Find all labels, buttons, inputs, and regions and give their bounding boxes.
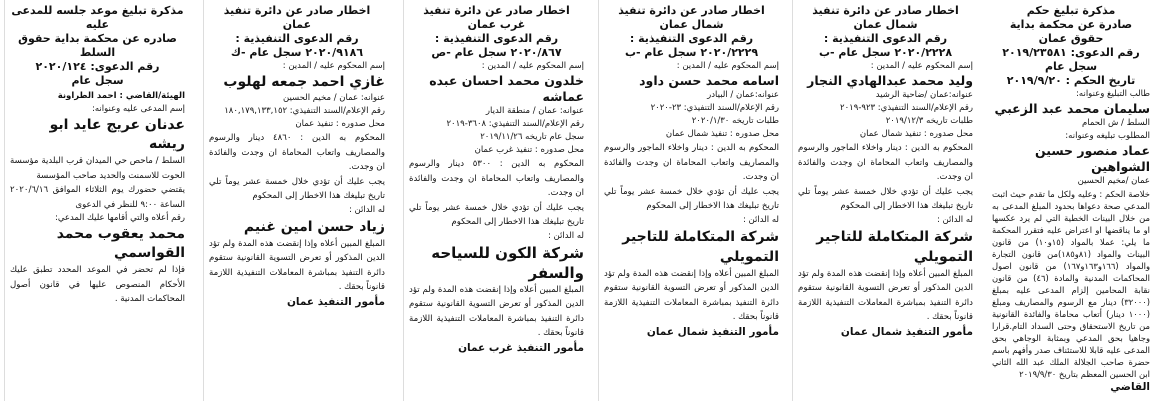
creditor-label: له الدائن : (348, 204, 385, 215)
notice-signature: مأمور التنفيذ شمال عمان (840, 325, 973, 338)
creditor-label: له الدائن : (547, 230, 584, 241)
case-label: رقم الدعوى التنفيذية : (235, 32, 359, 45)
notice-court: صادره عن محكمة بداية حقوق السلط (18, 32, 177, 59)
id-line: رقم الإعلام/السند التنفيذي: ٢٣-٢٠٢٠ (650, 103, 779, 113)
case-type: سجل عام (71, 74, 124, 87)
notice-signature: مأمور التنفيذ عمان (286, 295, 385, 308)
creditor-name: شركة الكون للسياحه والسفر (431, 243, 584, 282)
case-label: رقم الدعوى التنفيذية : (823, 32, 948, 45)
defendant-label: إسم المدعى عليه وعنوانه: (91, 104, 185, 114)
requester-label: طالب التبليغ وعنوانه: (1076, 89, 1150, 99)
target-address: عمان /مخيم الحسين (1077, 176, 1150, 186)
notice-column-north-amman-a (598, 0, 784, 401)
registration-date: طلبات تاريخه ٢٠١٩/١٢/٣ (885, 116, 973, 126)
case-label: رقم الدعوى التنفيذية : (434, 32, 559, 45)
notice-signature: مأمور التنفيذ غرب عمان (458, 341, 584, 354)
notice-column-amman (203, 0, 390, 401)
notice-title-region: شمال عمان (659, 18, 724, 31)
notice-body: المبلغ المبين أعلاه وإذا إنقضت هذه المدة ولم تؤد الدين المذكور أو تعرض التسوية القانونية ستقوم دائرة التنفيذ بمباشرة المعاملات التنفيذية اللازمة قانوناً بحقك . (798, 268, 973, 322)
creditor-name: زياد حسن امين غنيم (243, 218, 385, 235)
judgment-date: تاريخ الحكم : ٢٠١٩/٩/٢٠ (1006, 74, 1136, 87)
case-number: ٢٠٢٠/٨٦٧ سجل عام -ص (431, 46, 562, 59)
target-label: المطلوب تبليغه وعنوانه: (1065, 131, 1150, 141)
amount-text: المحكوم به الدين : دينار واخلاء الماجور والرسوم والمصاريف واتعاب المحاماة ان وجدت والفائدة ان وجدت. (798, 143, 973, 182)
case-number: ٢٠٢٠/٢٢٢٩ سجل عام -ب (624, 46, 759, 59)
issued-place: محل صدوره : تنفيذ غرب عمان (474, 145, 584, 155)
debtor-name: غازي احمد جمعه لهلوب (223, 74, 385, 90)
case-number: ٢٠٢٠/٢٢٢٨ سجل عام -ب (818, 46, 953, 59)
notice-footer-text: فإذا لم تحضر في الموعد المحدد تطبق عليك الأحكام المنصوص عليها في قانون أصول المحاكمات المدنية . (10, 265, 185, 304)
requester-address: السلط / ش الحمام (1082, 118, 1150, 128)
id-line: رقم الإعلام/السند التنفيذي: ٩٢٣-٢٠١٩ (840, 103, 973, 113)
notice-body: المبلغ المبين أعلاه وإذا إنقضت هذه المدة ولم تؤد الدين المذكور أو تعرض التسوية القانونية ستقوم دائرة التنفيذ بمباشرة المعاملات التنفيذية اللازمة قانوناً بحقك . (604, 268, 779, 322)
debtor-address: عنوانه: عمان / مخيم الحسين (283, 93, 385, 103)
creditor-name: شركة المتكاملة للتاجير التمويلي (622, 228, 779, 265)
debtor-address: عنوانه:عمان / البيادر (707, 90, 779, 100)
debtor-label: إسم المحكوم عليه / المدين : (676, 61, 779, 71)
case-label: رقم الدعوى التنفيذية : (629, 32, 754, 45)
issued-place: محل صدوره : تنفيذ شمال عمان (859, 129, 973, 139)
notice-title: مذكرة تبليغ حكم (1026, 4, 1116, 17)
issued-place: محل صدوره : تنفيذ عمان (295, 119, 385, 129)
notice-signature: مأمور التنفيذ شمال عمان (646, 325, 779, 338)
debtor-name: خلدون محمد احسان عبده عماشه (429, 73, 584, 104)
debtor-address: عنوانه:عمان /ضاحية الرشيد (875, 90, 973, 100)
notice-title: اخطار صادر عن دائرة تنفيذ (618, 4, 765, 17)
amount-text: المحكوم به الدين : ٤٨٦٠ دينار والرسوم والمصاريف واتعاب المحاماة ان وجدت والفائدة ان وجدت. (209, 133, 385, 172)
notice-title: اخطار صادر عن دائرة تنفيذ عمان (223, 4, 371, 31)
debtor-name: اسامه محمد حسن داود (639, 73, 779, 88)
requester-name: سليمان محمد عبد الزعبي (994, 101, 1150, 116)
notice-text: يجب عليك أن تؤدي خلال خمسة عشر يوماً تلي تاريخ تبليغك هذا الاخطار إلى المحكوم (604, 186, 779, 211)
notice-body: المبلغ المبين أعلاه وإذا إنقضت هذه المدة ولم تؤد الدين المذكور أو تعرض التسوية القانونية ستقوم دائرة التنفيذ بمباشرة المعاملات التنفيذية اللازمة قانوناً بحقك . (209, 238, 385, 292)
creditor-name: شركة المتكاملة للتاجير التمويلي (816, 228, 973, 265)
judge-line: الهيئة/القاضي : احمد الطراونة (57, 91, 185, 101)
debtor-address: عنوانه: عمان / منطقة الديار (485, 106, 584, 116)
case-number: رقم الدعوى: ٢٠٢٠/١٢٤ (35, 60, 160, 73)
target-name: عماد منصور حسين الشواهين (1034, 143, 1150, 174)
notice-title-region: شمال عمان (853, 18, 918, 31)
notice-text: يجب عليك أن تؤدي خلال خمسة عشر يوماً تلي تاريخ تبليغك هذا الاخطار إلى المحكوم (209, 176, 385, 201)
notice-text: يجب عليك أن تؤدي خلال خمسة عشر يوماً تلي تاريخ تبليغك هذا الاخطار إلى المحكوم (409, 202, 584, 227)
notice-title: اخطار صادر عن دائرة تنفيذ (812, 4, 959, 17)
debtor-label: إسم المحكوم عليه / المدين : (481, 61, 584, 71)
amount-text: المحكوم به الدين : ٥٣٠٠ دينار والرسوم والمصاريف واتعاب المحاماة ان وجدت والفائدة ان وجدت. (409, 159, 584, 198)
notice-column-judgment-amman (987, 0, 1155, 401)
case-number: ٢٠٢٠/٩١٨٦ سجل عام -ك (230, 46, 364, 59)
notice-text: يجب عليك أن تؤدي خلال خمسة عشر يوماً تلي تاريخ تبليغك هذا الاخطار إلى المحكوم (798, 186, 973, 211)
judgment-summary: خلاصة الحكم : وعليه ولكل ما تقدم حيث اثبت المدعي صحة دعواها بحدود المبلغ المدعى به من خلال البينات الخطية التي لم يرد عكسها او ما يناقضها او اعتراض عليه فتقرر المحكمة ما يلي: عملا بالمواد (١٥و١٠) من قانون البينات والمواد (٨١و١٨٥)من قانون التجارة والمواد (١٦٦و١٦٣و١٦٧) من قانون اصول المحاكمات المدنية والمادة (٤٦) من قانون نقابة المحامين إلزام المدعى عليه بمبلغ (٣٢٠٠٠) دينار مع الرسوم والمصاريف ومبلغ (١٠٠٠ دينار) أتعاب محاماة والفائدة القانونية من تاريخ الاستحقاق وحتى السداد التام.قرارا وجاهيا بحق المدعي وبمثابة الوجاهي بحق المدعى عليه قابلا للاستئناف صدر وأفهم باسم حضرة صاحب الجلالة الملك عبد الله الثاني ابن الحسين المعظم بتاريخ ٢٠١٩/٩/٣٠ (992, 189, 1150, 379)
registration-date: طلبات تاريخه ٢٠٢٠/١/٣٠ (691, 116, 779, 126)
judge-signature: القاضي (1110, 381, 1150, 393)
notice-court: صادرة عن محكمة بداية حقوق عمان (1009, 18, 1133, 45)
notice-column-north-amman-b (792, 0, 978, 401)
notice-title: مذكرة تبليغ موعد جلسه للمدعى عليه (11, 4, 184, 31)
debtor-name: وليد محمد عبدالهادي النجار (807, 73, 973, 88)
notice-body: المبلغ المبين أعلاه وإذا إنقضت هذه المدة ولم تؤد الدين المذكور أو تعرض التسوية القانونية ستقوم دائرة التنفيذ بمباشرة المعاملات التنفيذية اللازمة قانوناً بحقك . (409, 284, 584, 338)
hearing-text: يقتضي حضورك يوم الثلاثاء الموافق ٢٠٢٠/٦/١٦ الساعة ٩:٠٠ للنظر في الدعوى (10, 185, 185, 210)
defendant-address: السلط / ماحص حي الميدان قرب البلدية مؤسسة الحوت للاسمنت والحديد صاحب المؤسسة (10, 156, 185, 181)
notice-column-west-amman (403, 0, 589, 401)
debtor-label: إسم المحكوم عليه / المدين : (870, 61, 973, 71)
registration-date: سجل عام تاريخه ٢٠١٩/١١/٢٦ (480, 132, 584, 142)
issued-place: محل صدوره : تنفيذ شمال عمان (665, 129, 779, 139)
plaintiff-name: محمد يعقوب محمد القواسمي (56, 226, 185, 261)
defendant-name: عدنان عريج عايد ابو ريشه (49, 117, 185, 152)
notice-title-region: غرب عمان (467, 18, 526, 31)
plaintiff-label: رقم أعلاه والتي أقامها عليك المدعي: (54, 213, 185, 223)
creditor-label: له الدائن : (936, 214, 973, 225)
notice-title: اخطار صادر عن دائرة تنفيذ (423, 4, 570, 17)
id-line: رقم الإعلام/السند التنفيذي: ٣٦٠٨-٢٠١٩ (446, 119, 584, 129)
amount-text: المحكوم به الدين : دينار واخلاء الماجور والرسوم والمصاريف واتعاب المحاماة ان وجدت والفائدة ان وجدت. (604, 143, 779, 182)
debtor-label: إسم المحكوم عليه / المدين : (282, 61, 385, 71)
creditor-label: له الدائن : (742, 214, 779, 225)
notice-column-hearing-salt (4, 0, 190, 401)
case-number: رقم الدعوى: ٢٠١٩/٢٣٥٨١ سجل عام (1002, 46, 1140, 73)
id-line: رقم الإعلام/السند التنفيذي: ١٨٠,١٧٩,١٣٣,١٥٢ (224, 106, 385, 116)
